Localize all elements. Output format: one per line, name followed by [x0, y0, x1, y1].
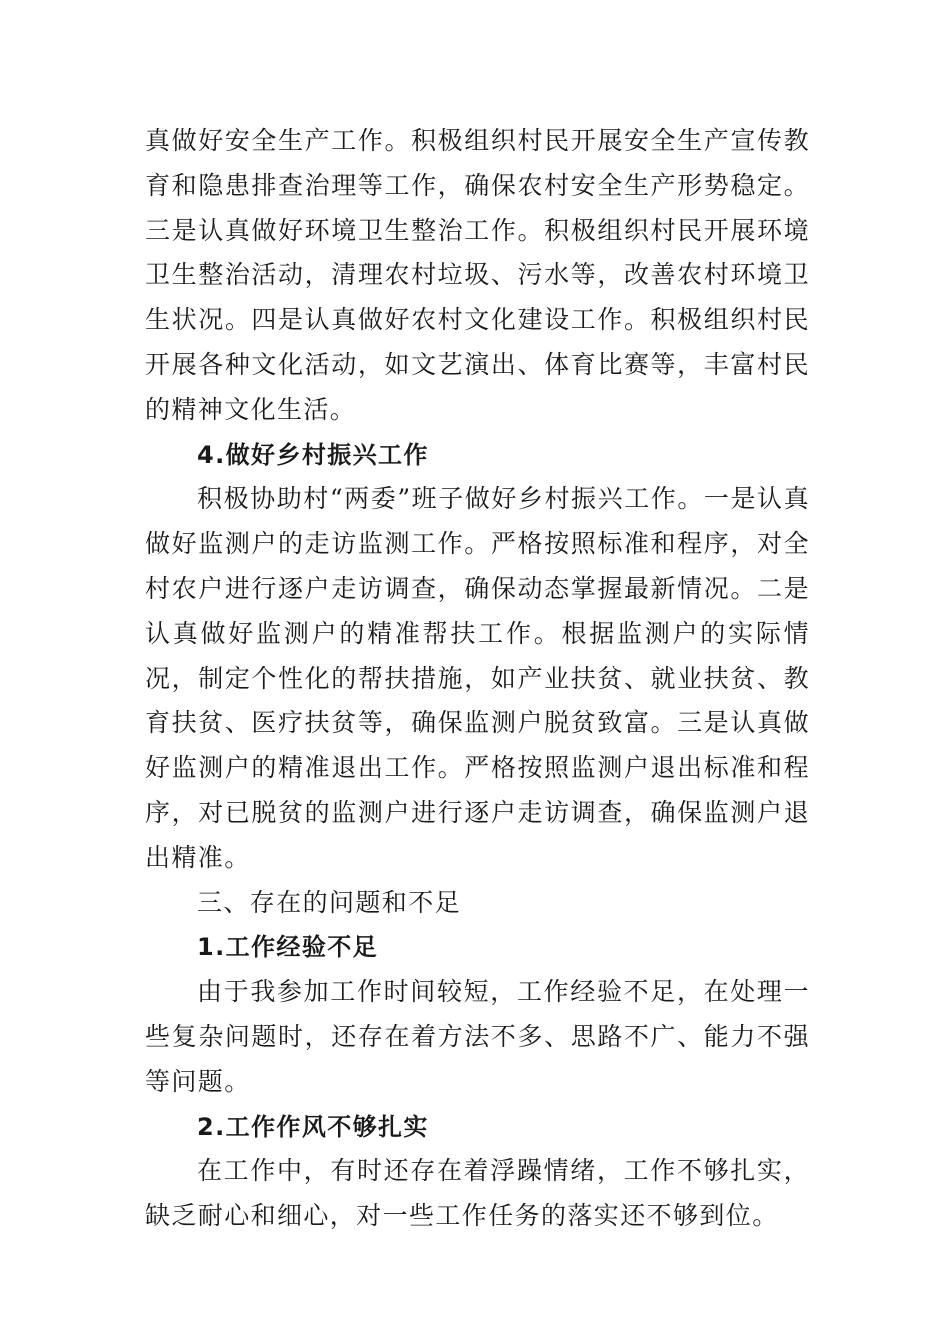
paragraph-work-style: 在工作中，有时还存在着浮躁情绪，工作不够扎实，缺乏耐心和细心，对一些工作任务的落实还不够到位。	[145, 1156, 810, 1231]
heading-rural-revitalization: 4.做好乡村振兴工作	[197, 440, 429, 469]
heading-lack-of-experience: 1.工作经验不足	[197, 933, 379, 962]
document-body	[145, 119, 810, 1239]
paragraph-safety-environment-culture: 真做好安全生产工作。积极组织村民开展安全生产宣传教育和隐患排查治理等工作，确保农村安全生产形势稳定。三是认真做好环境卫生整治工作。积极组织村民开展环境卫生整治活动，清理农村垃圾、污水等，改善农村环境卫生状况。四是认真做好农村文化建设工作。积极组织村民开展各种文化活动，如文艺演出、体育比赛等，丰富村民的精神文化生活。	[145, 126, 810, 424]
heading-work-style: 2.工作作风不够扎实	[197, 1112, 429, 1141]
paragraph-rural-revitalization: 积极协助村“两委”班子做好乡村振兴工作。一是认真做好监测户的走访监测工作。严格按照标准和程序，对全村农户进行逐户走访调查，确保动态掌握最新情况。二是认真做好监测户的精准帮扶工作。根据监测户的实际情况，制定个性化的帮扶措施，如产业扶贫、就业扶贫、教育扶贫、医疗扶贫等，确保监测户脱贫致富。三是认真做好监测户的精准退出工作。严格按照监测户退出标准和程序，对已脱贫的监测户进行逐户走访调查，确保监测户退出精准。	[145, 484, 810, 872]
paragraph-lack-of-experience: 由于我参加工作时间较短，工作经验不足，在处理一些复杂问题时，还存在着方法不多、思路不广、能力不强等问题。	[145, 977, 810, 1096]
section-heading-problems: 三、存在的问题和不足	[197, 887, 462, 917]
